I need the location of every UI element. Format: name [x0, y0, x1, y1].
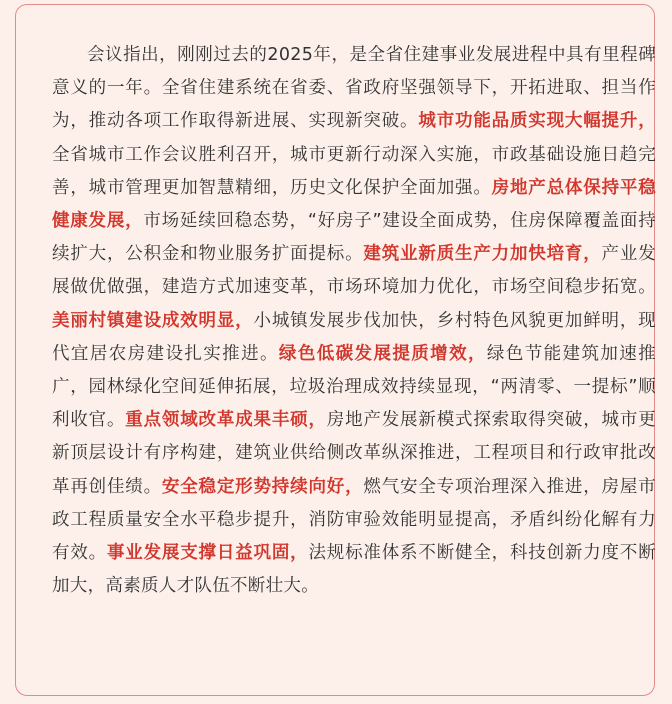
highlight-phrase: 房地产总体保持平稳健康发展，: [52, 177, 657, 232]
text-segment: 燃气安全专项治理深入推进，房屋市政工程质量安全水平稳步提升，消防审验效能明显提高，矛盾纠纷化解有力有效。: [52, 476, 656, 564]
content-card: [15, 4, 655, 696]
highlight-phrase: 美丽村镇建设成效明显，: [52, 310, 254, 331]
text-segment: 房地产发展新模式探索取得突破，城市更新顶层设计有序构建，建筑业供给侧改革纵深推进，工程项目和行政审批改革再创佳绩。: [52, 410, 656, 497]
highlight-phrase: 绿色低碳发展提质增效，: [278, 343, 487, 364]
text-segment: 全省城市工作会议胜利召开，城市更新行动深入实施，市政基础设施日趋完善，城市管理更加智慧精细，历史文化保护全面加强。: [52, 144, 656, 198]
highlight-phrase: 事业发展支撑日益巩固，: [106, 543, 309, 564]
body-paragraph: [52, 39, 656, 603]
text-segment: 小城镇发展步伐加快，乡村特色风貌更加鲜明，现代宜居农房建设扎实推进。: [52, 310, 656, 364]
text-segment: 法规标准体系不断健全，科技创新力度不断加大，高素质人才队伍不断壮大。: [52, 543, 656, 597]
highlight-phrase: 城市功能品质实现大幅提升，: [418, 111, 656, 132]
highlight-phrase: 建筑业新质生产力加快培育，: [363, 244, 602, 265]
text-segment: 会议指出，刚刚过去的2025年，是全省住建事业发展进程中具有里程碑意义的一年。全省住建系统在省委、省政府坚强领导下，开拓进取、担当作为，推动各项工作取得新进展、实现新突破。: [52, 45, 656, 132]
text-segment: 产业发展做优做强，建造方式加速变革，市场环境加力优化，市场空间稳步拓宽。: [52, 244, 656, 298]
highlight-phrase: 重点领域改革成果丰硕，: [125, 410, 327, 431]
text-segment: 绿色节能建筑加速推广，园林绿化空间延伸拓展，垃圾治理成效持续显现，“两清零、一提标”顺利收官。: [52, 343, 656, 431]
highlight-phrase: 安全稳定形势持续向好，: [161, 476, 364, 497]
text-segment: 市场延续回稳态势，“好房子”建设全面成势，住房保障覆盖面持续扩大，公积金和物业服务扩面提标。: [52, 211, 656, 265]
